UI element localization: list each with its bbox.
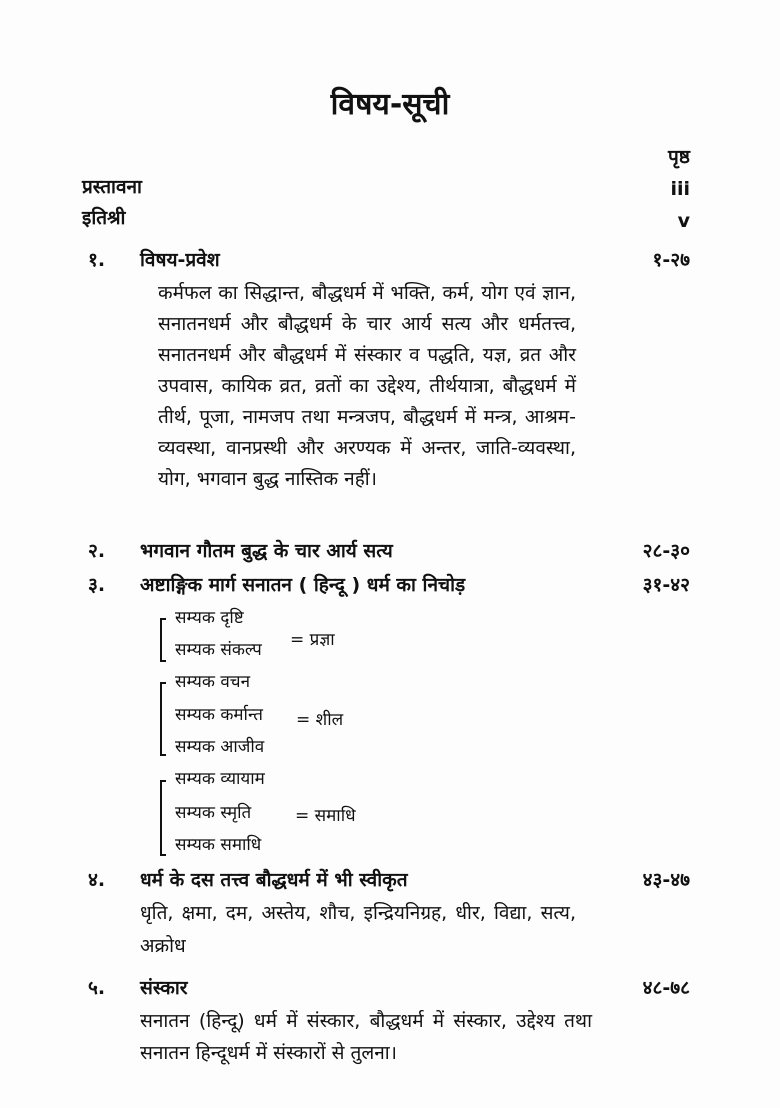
chapter-pages: १-२७ (652, 249, 690, 271)
chapter-number: ५. (88, 977, 106, 999)
chapter-number: १. (88, 249, 106, 271)
path-item: सम्यक संकल्प (175, 640, 262, 660)
path-item: सम्यक व्यायाम (175, 769, 265, 789)
bracket (160, 780, 166, 856)
path-item: सम्यक कर्मान्त (175, 705, 263, 725)
group-result: = समाधि (295, 806, 356, 826)
toc-entry-preface[interactable]: प्रस्तावना (82, 176, 142, 198)
chapter-title[interactable]: विषय-प्रवेश (140, 249, 220, 271)
group-result: = प्रज्ञा (290, 630, 335, 650)
chapter-description: कर्मफल का सिद्धान्त, बौद्धधर्म में भक्ति, कर्म, योग एवं ज्ञान, सनातनधर्म और बौद्धधर्म के चार आर्य सत्य और धर्मतत्त्व, सनातनधर्म और बौद्धधर्म में संस्कार व पद्धति, यज्ञ, व्रत और उपवास, कायिक व्रत, व्रतों का उद्देश्य, तीर्थयात्रा, बौद्धधर्म में तीर्थ, पूजा, नामजप तथा मन्त्रजप, बौद्धधर्म में मन्त्र, आश्रम-व्यवस्था, वानप्रस्थी और अरण्यक में अन्तर, जाति-व्यवस्था, योग, भगवान बुद्ध नास्तिक नहीं। (158, 282, 576, 490)
toc-page-preface: iii (670, 178, 690, 200)
chapter-description: सनातन (हिन्दू) धर्म में संस्कार, बौद्धधर्म में संस्कार, उद्देश्य तथा सनातन हिन्दूधर्म में संस्कारों से तुलना। (140, 1010, 592, 1064)
chapter-pages: ३१-४२ (642, 574, 690, 596)
chapter-title[interactable]: संस्कार (140, 977, 188, 999)
page-column-header: पृष्ठ (668, 146, 690, 168)
path-item: सम्यक समाधि (175, 835, 262, 855)
chapter-number: ४. (88, 869, 106, 891)
chapter-pages: २८-३० (642, 540, 690, 562)
chapter-number: ३. (88, 574, 106, 596)
toc-page-itishri: v (677, 210, 690, 232)
path-item: सम्यक वचन (175, 672, 251, 692)
chapter-title[interactable]: धर्म के दस तत्त्व बौद्धधर्म में भी स्वीकृत (140, 869, 408, 891)
chapter-title[interactable]: अष्टाङ्गिक मार्ग सनातन ( हिन्दू ) धर्म का निचोड़ (140, 574, 466, 596)
path-item: सम्यक दृष्टि (175, 608, 244, 628)
group-result: = शील (296, 710, 344, 730)
toc-entry-itishri[interactable]: इतिश्री (82, 207, 126, 229)
bracket (160, 618, 166, 662)
path-item: सम्यक आजीव (175, 737, 265, 757)
chapter-title[interactable]: भगवान गौतम बुद्ध के चार आर्य सत्य (140, 540, 393, 562)
chapter-number: २. (88, 540, 106, 562)
chapter-pages: ४३-४७ (642, 869, 690, 891)
bracket (160, 682, 166, 756)
chapter-pages: ४८-७८ (642, 977, 690, 999)
page-title: विषय-सूची (330, 87, 450, 122)
path-item: सम्यक स्मृति (175, 803, 252, 823)
chapter-description: धृति, क्षमा, दम, अस्तेय, शौच, इन्द्रियनिग्रह, धीर, विद्या, सत्य, अक्रोध (140, 902, 576, 957)
